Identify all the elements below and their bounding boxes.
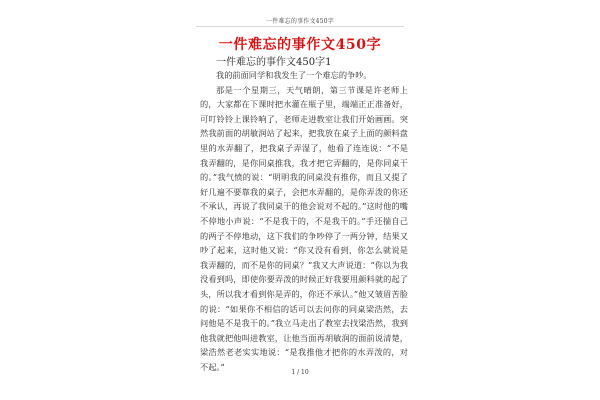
paragraph: 那是一个星期三，天气晴朗，第三节课是许老师上的，大家都在下课时把水灌在瓶子里，端端正正准备好，可叮铃铃上课铃响了，老师走进教室让我们开始画画。突然我前面的胡敏润站了起来，把我放在桌子上面的颜料盘里的水弄翻了，把我桌子弄湿了，他看了连连说：“不是我弄翻的，是你同桌推我，我才把它弄翻的，是你同桌干的。”我气愤的说：“明明我的同桌没有推你，而且又提了好几遍不要靠我的桌子，会把水弄翻的，是你弄泼的你还不承认，再说了我同桌干的他会说对不起的。”这时他的嘴不停地小声说：“不是我干的，不是我干的。”手还揣自己的两子不停地动，这下我们的争吵停了一两分钟，结果又吵了起来，这时他又说：“你又没有看到，你怎么就说是我弄翻的，而不是你的同桌？”我又大声说道：“你以为我没看到吗，即使你要弄泼的时候正好我要用颜料就的起了头，所以我才看到你是弄的，你还不承认。”他又皱眉苦脸的说：“如果你不相信的话可以去问你的同桌梁浩然，去问他是不是我干的。”我立马走出了教室去找梁浩然，我到他我就把他叫进教室，让他当面再胡敏润的面前说清楚，梁浩然老老实实地说：“是我推他才把你的水弄泼的，对不起。”: [200, 84, 408, 372]
document-body: [200, 68, 408, 374]
document-title: 一件难忘的事作文450字: [218, 37, 382, 53]
document-subtitle: 一件难忘的事作文450字1: [216, 57, 332, 68]
page-number: 1 / 10: [291, 369, 309, 376]
header-divider: [196, 26, 404, 27]
paragraph: 我的前面同学和我发生了一个难忘的争吵。: [216, 70, 372, 80]
page-header: 一件难忘的事作文450字: [266, 18, 334, 25]
